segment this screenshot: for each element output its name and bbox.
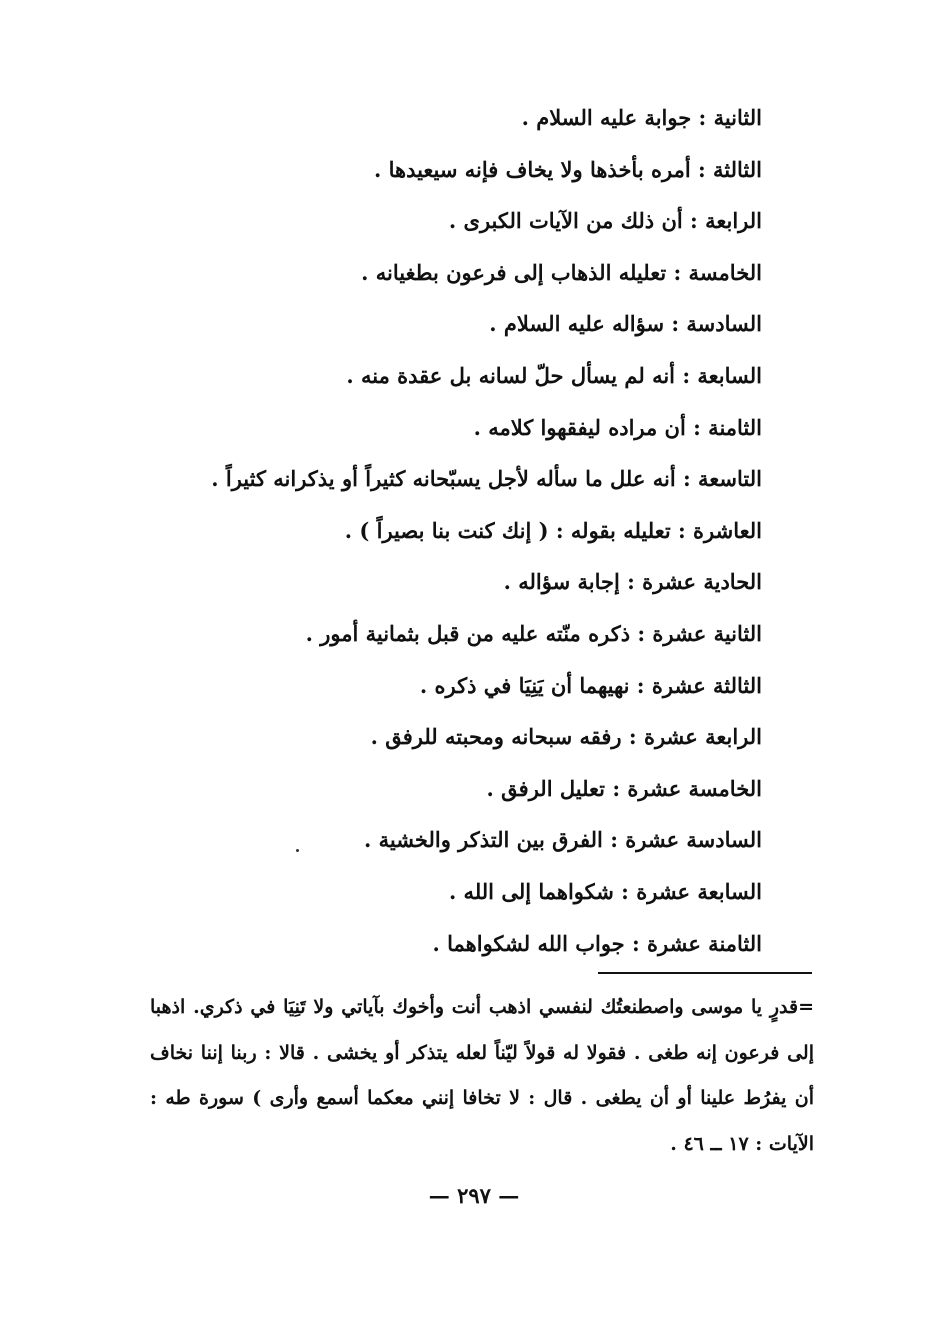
points-list (142, 92, 762, 969)
list-item: الثانية : جوابة عليه السلام . (521, 105, 762, 130)
list-item: الثانية عشرة : ذكره منّته عليه من قبل بثمانية أمور . (305, 620, 762, 646)
footnote-text: =قدرٍ يا موسى واصطنعتُك لنفسي اذهب أنت وأخوك بآياتي ولا تَنِيَا في ذكري. اذهبا إلى فرعون إنه طغى . فقولا له قولاً ليّناً لعله يتذكر أو يخشى . قالا : ربنا إننا نخاف أن يفرُط علينا أو أن يطغى . قال : لا تخافا إنني معكما أسمع وأرى ) سورة طه : الآيات : ١٧ ــ ٤٦ . (150, 996, 814, 1155)
list-item: السادسة عشرة : الفرق بين التذكر والخشية . (363, 827, 762, 853)
list-item: الخامسة : تعليله الذهاب إلى فرعون بطغيانه . (361, 259, 762, 285)
list-item: الثالثة : أمره بأخذها ولا يخاف فإنه سيعيدها . (373, 156, 762, 182)
list-item: الثامنة : أن مراده ليفقهوا كلامه . (473, 414, 762, 440)
list-item: السادسة : سؤاله عليه السلام . (489, 311, 762, 337)
list-item: الخامسة عشرة : تعليل الرفق . (486, 775, 762, 801)
list-item: الثامنة عشرة : جواب الله لشكواهما . (432, 930, 762, 956)
scan-speck (296, 849, 299, 852)
footnote-divider (598, 972, 812, 974)
list-item: الرابعة : أن ذلك من الآيات الكبرى . (448, 208, 762, 234)
list-item: الحادية عشرة : إجابة سؤاله . (503, 569, 762, 595)
list-item: الثالثة عشرة : نهيهما أن يَنِيَا في ذكره . (419, 672, 762, 698)
list-item: العاشرة : تعليله بقوله : ( إنك كنت بنا بصيراً ) . (344, 517, 762, 543)
page-number: — ٢٩٧ — (428, 1183, 520, 1208)
list-item: التاسعة : أنه علل ما سأله لأجل يسبّحانه كثيراً أو يذكرانه كثيراً . (211, 466, 762, 492)
list-item: الرابعة عشرة : رفقه سبحانه ومحبته للرفق . (370, 724, 762, 750)
list-item: السابعة عشرة : شكواهما إلى الله . (448, 878, 762, 904)
list-item: السابعة : أنه لم يسأل حلّ لسانه بل عقدة منه . (346, 362, 762, 388)
